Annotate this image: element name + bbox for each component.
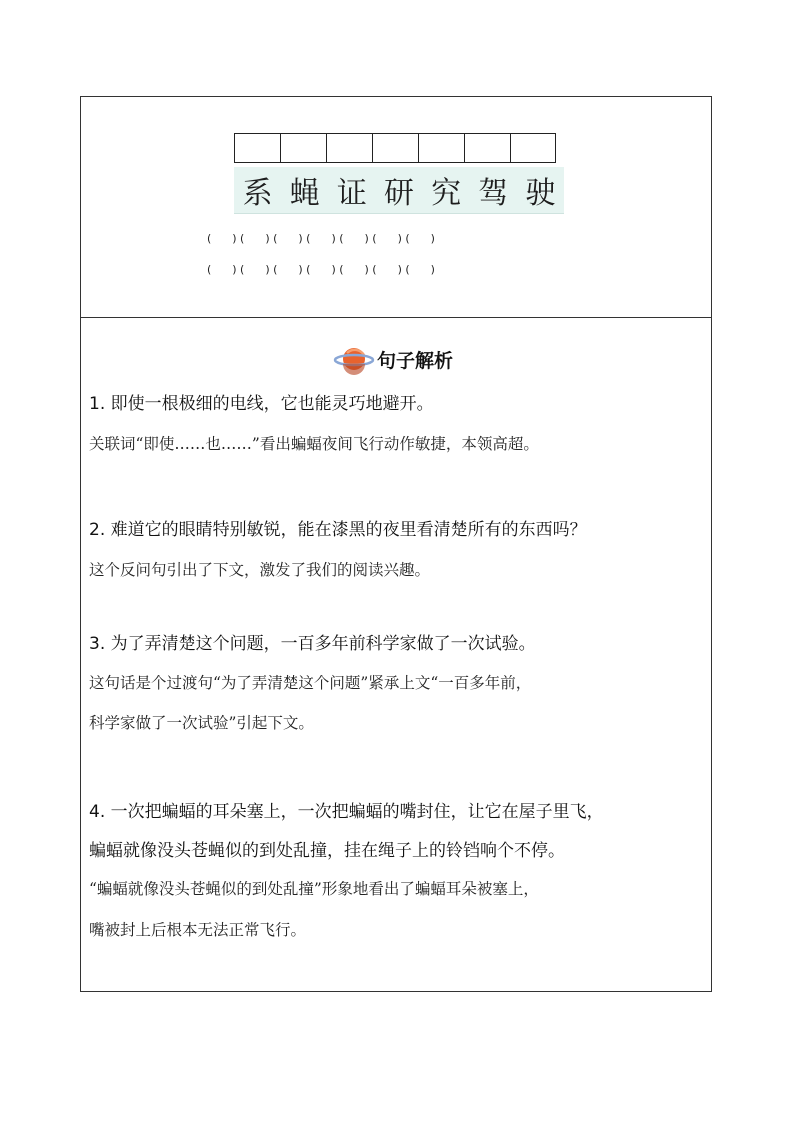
sentence-4-line-1: 4. 一次把蝙蝠的耳朵塞上，一次把蝙蝠的嘴封住，让它在屋子里飞，: [89, 802, 604, 822]
character: 系: [242, 176, 273, 211]
character: 驾: [478, 176, 509, 211]
section-title: 句子解析: [377, 349, 454, 372]
character: 究: [431, 176, 462, 211]
planet-icon: [333, 341, 375, 377]
bracket-line: ( ) ( ) ( ) ( ) ( ) ( ) ( ): [207, 232, 435, 245]
sentence-3: 3. 为了弄清楚这个问题，一百多年前科学家做了一次试验。: [89, 634, 536, 654]
pinyin-box[interactable]: [418, 133, 464, 163]
pinyin-box[interactable]: [280, 133, 326, 163]
analysis-4-line-1: “蝙蝠就像没头苍蝇似的到处乱撞”形象地看出了蝙蝠耳朵被塞上，: [89, 880, 539, 898]
analysis-1: 关联词“即使……也……”看出蝙蝠夜间飞行动作敏捷，本领高超。: [89, 435, 539, 453]
pinyin-box[interactable]: [326, 133, 372, 163]
sentence-1: 1. 即使一根极细的电线，它也能灵巧地避开。: [89, 394, 434, 414]
worksheet-frame: [80, 96, 712, 992]
section-divider: [81, 317, 711, 318]
pinyin-box[interactable]: [464, 133, 510, 163]
word-bracket-row[interactable]: [207, 232, 435, 245]
pinyin-boxes: [234, 133, 556, 163]
bracket-line: ( ) ( ) ( ) ( ) ( ) ( ) ( ): [207, 263, 435, 276]
analysis-4-line-2: 嘴被封上后根本无法正常飞行。: [89, 921, 307, 939]
character: 研: [383, 176, 414, 211]
character: 证: [336, 176, 367, 211]
pinyin-box[interactable]: [510, 133, 556, 163]
character: 蝇: [289, 176, 320, 211]
character-strip: [234, 167, 564, 214]
sentence-4-line-2: 蝙蝠就像没头苍蝇似的到处乱撞，挂在绳子上的铃铛响个不停。: [89, 841, 565, 861]
sentence-2: 2. 难道它的眼睛特别敏锐，能在漆黑的夜里看清楚所有的东西吗？: [89, 520, 587, 540]
pinyin-box[interactable]: [234, 133, 280, 163]
analysis-3-line-1: 这句话是个过渡句“为了弄清楚这个问题”紧承上文“一百多年前，: [89, 674, 532, 692]
analysis-3-line-2: 科学家做了一次试验”引起下文。: [89, 714, 314, 732]
section-heading: [333, 341, 453, 377]
pinyin-box[interactable]: [372, 133, 418, 163]
analysis-2: 这个反问句引出了下文，激发了我们的阅读兴趣。: [89, 561, 431, 579]
character: 驶: [525, 176, 556, 211]
word-bracket-row[interactable]: [207, 263, 435, 276]
